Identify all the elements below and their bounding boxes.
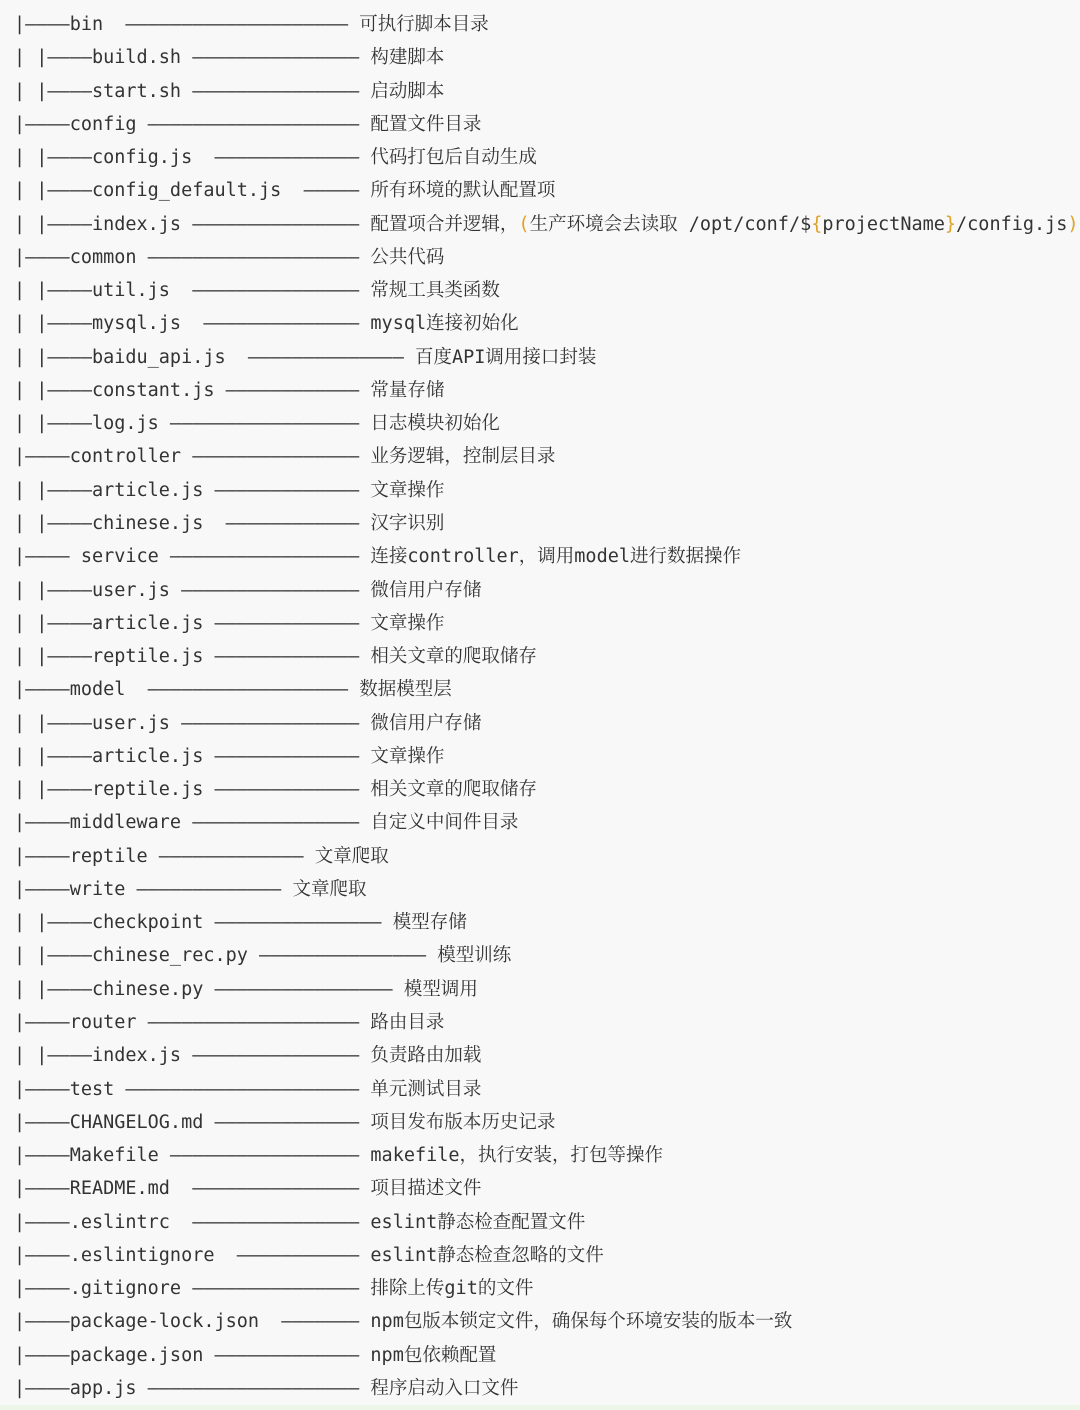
tree-line-user-js-service: | |————user.js ———————————————— 微信用户存储	[14, 579, 482, 601]
tree-line-test: |————test ————————————————————— 单元测试目录	[14, 1078, 482, 1100]
index-line-brace-close: }	[944, 213, 957, 235]
index-line-pre: 生产环境会去读取 /opt/conf/$	[529, 213, 812, 235]
tree-line-index-js-config	[14, 208, 1079, 241]
tree-line-article-js-service: | |————article.js ————————————— 文章操作	[14, 612, 445, 634]
tree-line-router: |————router ——————————————————— 路由目录	[14, 1011, 445, 1033]
index-line-post: /config.js	[956, 213, 1068, 235]
tree-line-app-js: |————app.js ——————————————————— 程序启动入口文件	[14, 1377, 519, 1399]
tree-line-chinese-rec-py: | |————chinese_rec.py ——————————————— 模型训练	[14, 945, 512, 967]
tree-line-chinese-py: | |————chinese.py ———————————————— 模型调用	[14, 978, 478, 1000]
tree-line-eslintignore: |————.eslintignore ——————————— eslint静态检查忽略的文件	[14, 1244, 604, 1266]
tree-line-middleware: |————middleware ——————————————— 自定义中间件目录	[14, 812, 519, 834]
tree-line-bin: |————bin ———————————————————— 可执行脚本目录	[14, 14, 489, 35]
tree-line-mysql-js: | |————mysql.js —————————————— mysql连接初始化	[14, 313, 519, 335]
tree-line-chinese-js: | |————chinese.js ———————————— 汉字识别	[14, 512, 445, 534]
tree-line-changelog-md: |————CHANGELOG.md ————————————— 项目发布版本历史记录	[14, 1111, 556, 1133]
tree-line-config: |————config ——————————————————— 配置文件目录	[14, 113, 482, 135]
tree-line-index-js-router: | |————index.js ——————————————— 负责路由加载	[14, 1045, 482, 1067]
tree-line-package-lock-json: |————package-lock.json ——————— npm包版本锁定文件，确保每个环境安装的版本一致	[14, 1311, 793, 1333]
tree-line-constant-js: | |————constant.js ———————————— 常量存储	[14, 379, 445, 401]
tree-line-reptile-js-service: | |————reptile.js ————————————— 相关文章的爬取储存	[14, 646, 537, 668]
index-line-paren-open: (	[518, 213, 530, 235]
tree-line-package-json: |————package.json ————————————— npm包依赖配置	[14, 1344, 497, 1366]
tree-line-gitignore: |————.gitignore ——————————————— 排除上传git的文件	[14, 1278, 534, 1300]
tree-line-readme-md: |————README.md ——————————————— 项目描述文件	[14, 1178, 482, 1200]
tree-line-write: |————write ————————————— 文章爬取	[14, 878, 367, 900]
tree-line-model: |————model —————————————————— 数据模型层	[14, 679, 452, 701]
tree-line-baidu-api-js: | |————baidu_api.js —————————————— 百度API调用接口封装	[14, 346, 597, 368]
tree-line-checkpoint: | |————checkpoint ——————————————— 模型存储	[14, 912, 467, 934]
tree-line-start-sh: | |————start.sh ——————————————— 启动脚本	[14, 80, 445, 102]
index-line-paren-close: )	[1067, 213, 1079, 235]
tree-line-build-sh: | |————build.sh ——————————————— 构建脚本	[14, 47, 445, 69]
tree-line-makefile: |————Makefile ————————————————— makefile，执行安装，打包等操作	[14, 1145, 664, 1167]
index-line-var: projectName	[822, 213, 945, 235]
tree-line-user-js-model: | |————user.js ———————————————— 微信用户存储	[14, 712, 482, 734]
tree-line-config-js: | |————config.js ————————————— 代码打包后自动生成	[14, 147, 537, 169]
tree-line-log-js: | |————log.js ————————————————— 日志模块初始化	[14, 413, 500, 435]
tree-line-util-js: | |————util.js ——————————————— 常规工具类函数	[14, 280, 500, 302]
tree-line-controller: |————controller ——————————————— 业务逻辑，控制层目录	[14, 446, 556, 468]
tree-line-article-js-controller: | |————article.js ————————————— 文章操作	[14, 479, 445, 501]
bottom-strip	[0, 1405, 1080, 1410]
index-line-brace-open: {	[811, 213, 823, 235]
tree-line-reptile: |————reptile ————————————— 文章爬取	[14, 845, 389, 867]
index-line-main: | |————index.js ——————————————— 配置项合并逻辑，	[14, 213, 519, 235]
directory-tree	[14, 8, 1079, 1405]
tree-line-reptile-js-model: | |————reptile.js ————————————— 相关文章的爬取储存	[14, 779, 537, 801]
tree-line-eslintrc: |————.eslintrc ——————————————— eslint静态检查配置文件	[14, 1211, 586, 1233]
tree-line-common: |————common ——————————————————— 公共代码	[14, 246, 445, 268]
tree-line-service: |———— service ————————————————— 连接controller，调用model进行数据操作	[14, 546, 741, 568]
tree-line-article-js-model: | |————article.js ————————————— 文章操作	[14, 745, 445, 767]
tree-line-config-default-js: | |————config_default.js ————— 所有环境的默认配置项	[14, 180, 556, 202]
